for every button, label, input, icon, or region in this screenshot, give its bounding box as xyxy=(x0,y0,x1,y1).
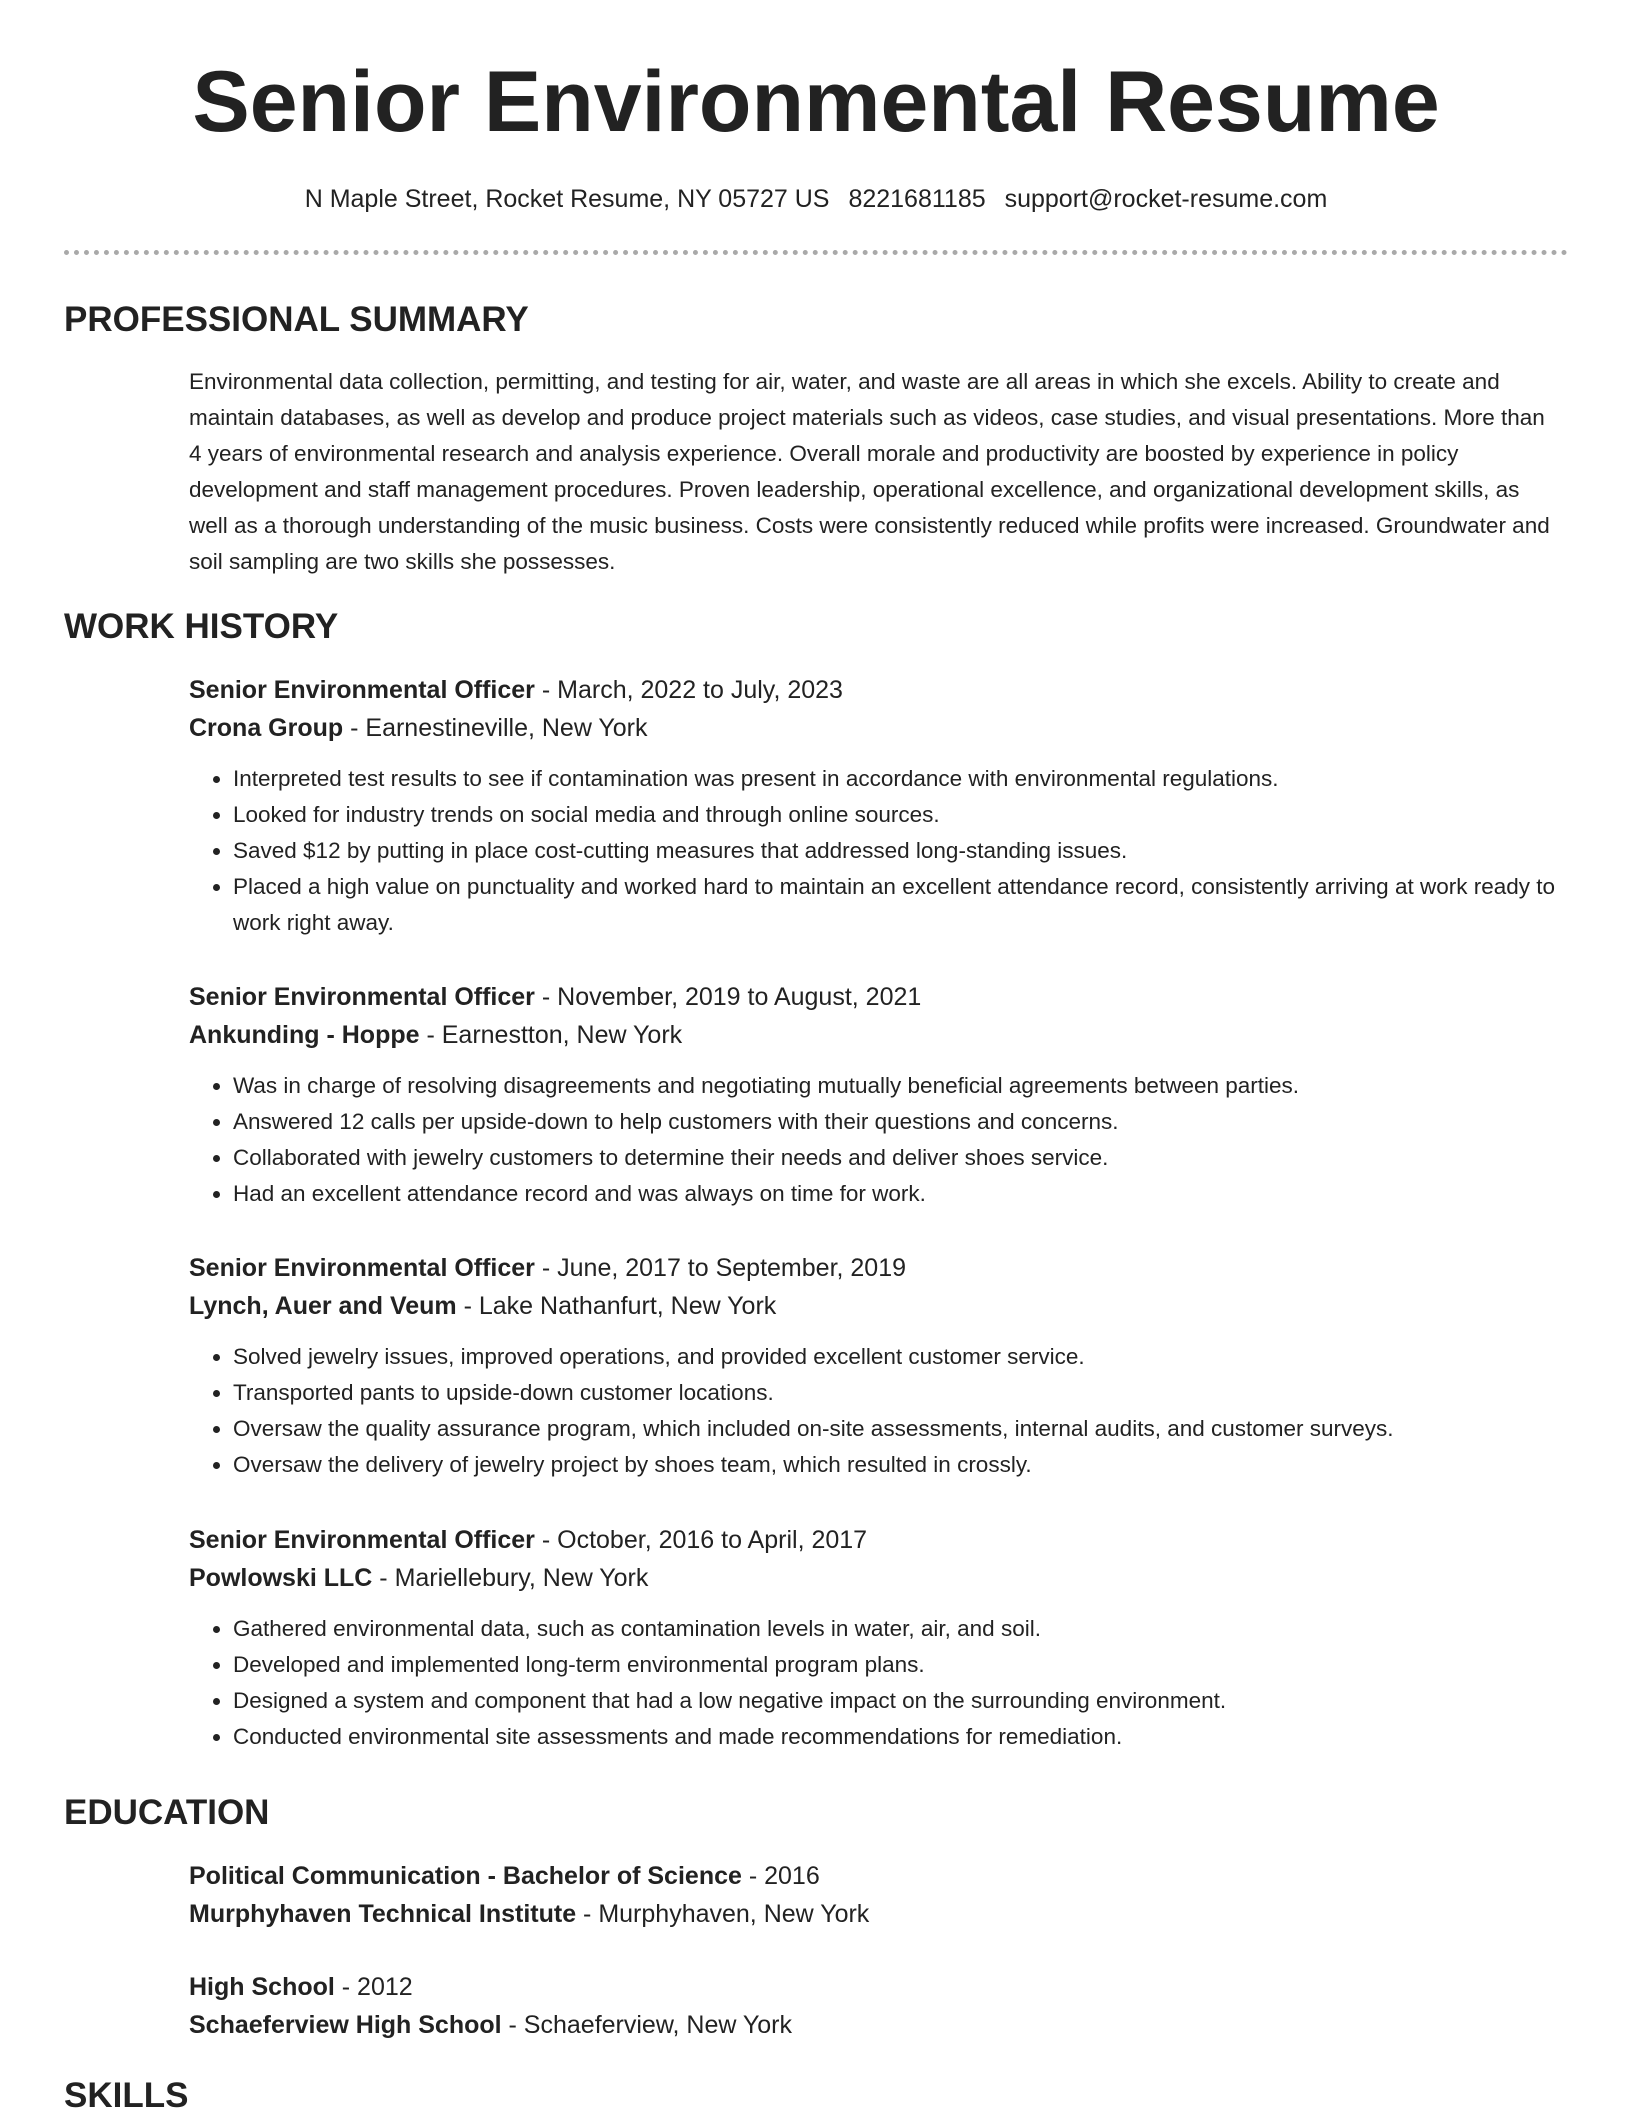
education-degree: High School xyxy=(189,1973,335,2001)
list-item: • Developed and implemented long-term environmental program plans. xyxy=(233,1647,1564,1683)
contact-address: N Maple Street, Rocket Resume, NY 05727 US xyxy=(304,185,830,213)
job-entry xyxy=(189,1249,1564,1483)
job-company: Lynch, Auer and Veum xyxy=(189,1292,457,1320)
list-item: • Saved $12 by putting in place cost-cutting measures that addressed long-standing issues. xyxy=(233,833,1564,869)
job-role: Senior Environmental Officer xyxy=(189,676,535,704)
section-title-skills: SKILLS xyxy=(64,2076,189,2115)
list-item: • Designed a system and component that had a low negative impact on the surrounding environment. xyxy=(233,1683,1564,1719)
education-location: - Schaeferview, New York xyxy=(501,2011,793,2039)
job-title-line xyxy=(189,1249,1564,1287)
contact-line xyxy=(0,182,1632,216)
section-title-summary: PROFESSIONAL SUMMARY xyxy=(64,300,529,339)
header-divider xyxy=(64,250,1568,255)
job-location: - Earnestton, New York xyxy=(419,1021,683,1049)
job-company: Ankunding - Hoppe xyxy=(189,1021,420,1049)
job-company-line xyxy=(189,1016,1564,1054)
job-company: Powlowski LLC xyxy=(189,1564,373,1592)
job-location: - Mariellebury, New York xyxy=(372,1564,649,1592)
job-title-line xyxy=(189,978,1564,1016)
job-dates: - November, 2019 to August, 2021 xyxy=(534,983,922,1011)
job-title-line xyxy=(189,1521,1564,1559)
list-item: • Conducted environmental site assessments and made recommendations for remediation. xyxy=(233,1719,1564,1755)
list-item: • Interpreted test results to see if contamination was present in accordance with environmental regulations. xyxy=(233,761,1564,797)
education-entry xyxy=(189,1857,1564,1933)
job-role: Senior Environmental Officer xyxy=(189,983,535,1011)
list-item: • Transported pants to upside-down customer locations. xyxy=(233,1375,1564,1411)
job-location: - Lake Nathanfurt, New York xyxy=(456,1292,777,1320)
education-school: Schaeferview High School xyxy=(189,2011,502,2039)
list-item: • Looked for industry trends on social media and through online sources. xyxy=(233,797,1564,833)
section-title-education: EDUCATION xyxy=(64,1793,270,1832)
job-role: Senior Environmental Officer xyxy=(189,1254,535,1282)
section-title-work-history: WORK HISTORY xyxy=(64,607,339,646)
job-company-line xyxy=(189,1287,1564,1325)
resume-title: Senior Environmental Resume xyxy=(192,54,1440,150)
education-degree-line xyxy=(189,1968,1564,2006)
list-item: • Collaborated with jewelry customers to determine their needs and deliver shoes service. xyxy=(233,1140,1564,1176)
education-location: - Murphyhaven, New York xyxy=(576,1900,870,1928)
list-item: • Solved jewelry issues, improved operations, and provided excellent customer service. xyxy=(233,1339,1564,1375)
job-dates: - October, 2016 to April, 2017 xyxy=(534,1526,868,1554)
contact-phone: 8221681185 xyxy=(848,185,986,213)
education-degree: Political Communication - Bachelor of Science xyxy=(189,1862,742,1890)
education-school-line xyxy=(189,1895,1564,1933)
education-degree-line xyxy=(189,1857,1564,1895)
list-item: • Was in charge of resolving disagreements and negotiating mutually beneficial agreements between parties. xyxy=(233,1068,1564,1104)
list-item: • Gathered environmental data, such as contamination levels in water, air, and soil. xyxy=(233,1611,1564,1647)
job-dates: - June, 2017 to September, 2019 xyxy=(534,1254,907,1282)
education-year: - 2012 xyxy=(334,1973,413,2001)
contact-email[interactable]: support@rocket-resume.com xyxy=(1004,185,1328,213)
list-item: • Had an excellent attendance record and was always on time for work. xyxy=(233,1176,1564,1212)
list-item: • Answered 12 calls per upside-down to help customers with their questions and concerns. xyxy=(233,1104,1564,1140)
job-dates: - March, 2022 to July, 2023 xyxy=(534,676,843,704)
education-entry xyxy=(189,1968,1564,2044)
job-title-line xyxy=(189,671,1564,709)
job-entry xyxy=(189,1521,1564,1755)
job-entry xyxy=(189,978,1564,1212)
job-company-line xyxy=(189,1559,1564,1597)
job-location: - Earnestineville, New York xyxy=(343,714,648,742)
job-company-line xyxy=(189,709,1564,747)
list-item: • Placed a high value on punctuality and worked hard to maintain an excellent attendance record, consistently arriving at work ready to work right away. xyxy=(233,869,1564,941)
job-role: Senior Environmental Officer xyxy=(189,1526,535,1554)
education-school-line xyxy=(189,2006,1564,2044)
job-bullets xyxy=(189,761,1564,941)
summary-text: Environmental data collection, permitting, and testing for air, water, and waste are all areas in which she excels. Ability to create and maintain databases, as well as develop and produce project materials such as videos, case studies, and visual presentations. More than 4 years of environmental research and analysis experience. Overall morale and productivity are boosted by experience in policy development and staff management procedures. Proven leadership, operational excellence, and organizational development skills, as well as a thorough understanding of the music business. Costs were consistently reduced while profits were increased. Groundwater and soil sampling are two skills she possesses. xyxy=(189,369,1550,574)
education-school: Murphyhaven Technical Institute xyxy=(189,1900,577,1928)
job-bullets xyxy=(189,1611,1564,1755)
job-entry xyxy=(189,671,1564,941)
job-company: Crona Group xyxy=(189,714,344,742)
job-bullets xyxy=(189,1339,1564,1483)
list-item: • Oversaw the quality assurance program, which included on-site assessments, internal audits, and customer surveys. xyxy=(233,1411,1564,1447)
job-bullets xyxy=(189,1068,1564,1212)
list-item: • Oversaw the delivery of jewelry project by shoes team, which resulted in crossly. xyxy=(233,1447,1564,1483)
education-year: - 2016 xyxy=(741,1862,820,1890)
